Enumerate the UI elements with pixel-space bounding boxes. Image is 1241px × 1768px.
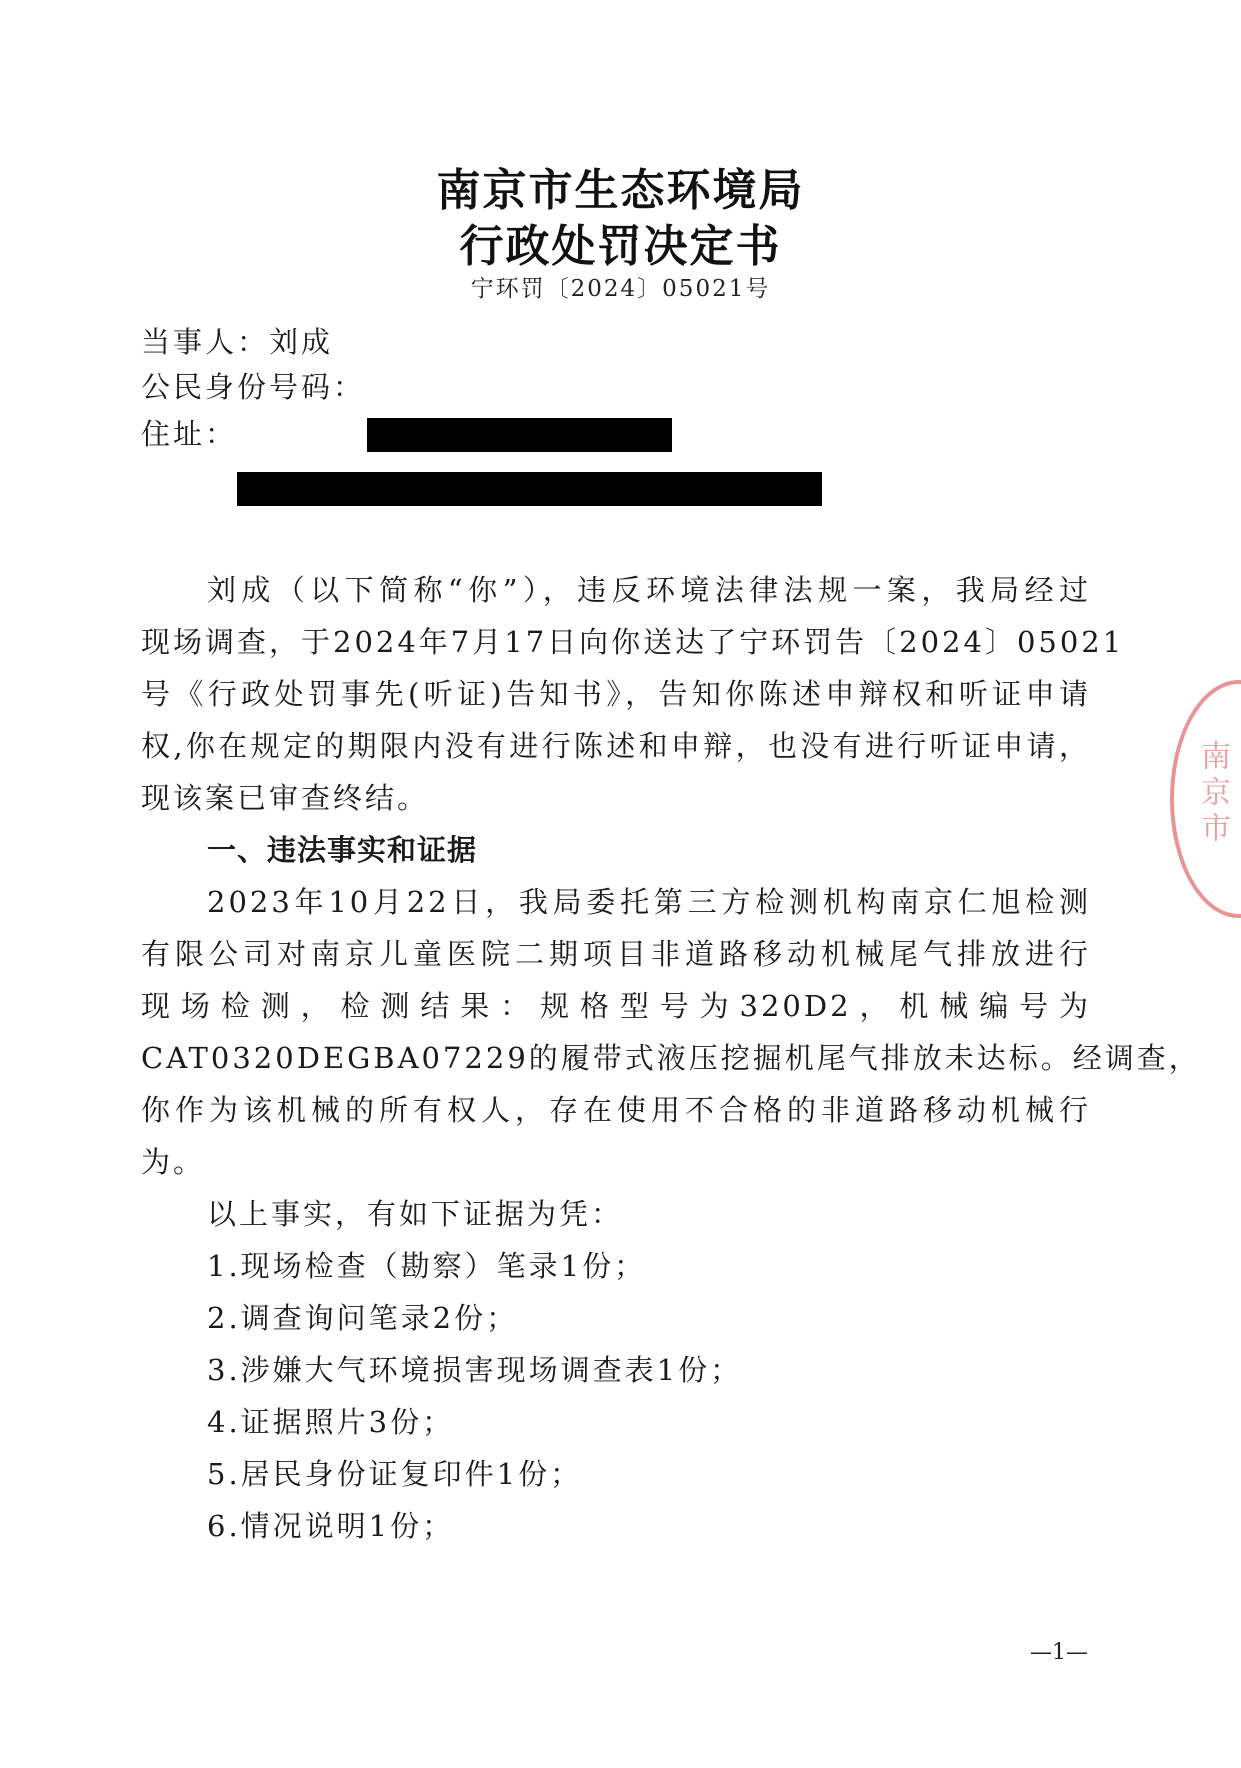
evidence-item: 4.证据照片3份； [207, 1405, 455, 1439]
intro-line: 号《行政处罚事先(听证)告知书》，告知你陈述申辩权和听证申请 [141, 677, 1091, 711]
party-id-label: 公民身份号码： [141, 370, 366, 404]
document-number: 宁环罚〔2024〕05021号 [470, 276, 771, 302]
intro-paragraph [141, 564, 1125, 824]
facts-line: 你作为该机械的所有权人，存在使用不合格的非道路移动机械行 [141, 1093, 1091, 1127]
id-number-redaction [367, 418, 672, 452]
evidence-intro: 以上事实，有如下证据为凭： [207, 1197, 624, 1231]
official-seal-text: 南京市 [1195, 740, 1230, 848]
evidence-item: 5.居民身份证复印件1份； [207, 1457, 583, 1491]
address-redaction [237, 472, 822, 506]
intro-line: 权,你在规定的期限内没有进行陈述和申辩，也没有进行听证申请， [141, 729, 1091, 763]
document-title-line1: 南京市生态环境局 [436, 165, 805, 216]
facts-line: 为。 [141, 1145, 206, 1179]
intro-line: 现该案已审查终结。 [141, 781, 430, 815]
evidence-item: 6.情况说明1份； [207, 1509, 455, 1543]
facts-line: 2023年10月22日，我局委托第三方检测机构南京仁旭检测 [207, 885, 1091, 919]
party-address-label: 住址： [141, 417, 238, 451]
facts-line: CAT0320DEGBA07229的履带式液压挖掘机尾气排放未达标。经调查， [141, 1041, 1201, 1075]
party-name: 当事人：刘成 [141, 325, 334, 359]
facts-line: 现场检测，检测结果：规格型号为320D2，机械编号为 [141, 989, 1091, 1023]
intro-line: 刘成（以下简称“你”），违反环境法律法规一案，我局经过 [207, 573, 1091, 607]
evidence-item: 2.调查询问笔录2份； [207, 1301, 519, 1335]
page-number: —1— [1030, 1640, 1088, 1665]
intro-line: 现场调查，于2024年7月17日向你送达了宁环罚告〔2024〕05021 [141, 625, 1125, 659]
evidence-item: 3.涉嫌大气环境损害现场调查表1份； [207, 1353, 743, 1387]
evidence-item: 1.现场检查（勘察）笔录1份； [207, 1249, 647, 1283]
section-1 [141, 824, 1201, 1552]
facts-line: 有限公司对南京儿童医院二期项目非道路移动机械尾气排放进行 [141, 937, 1091, 971]
section-1-heading: 一、违法事实和证据 [207, 833, 478, 867]
document-title-line2: 行政处罚决定书 [459, 221, 782, 272]
